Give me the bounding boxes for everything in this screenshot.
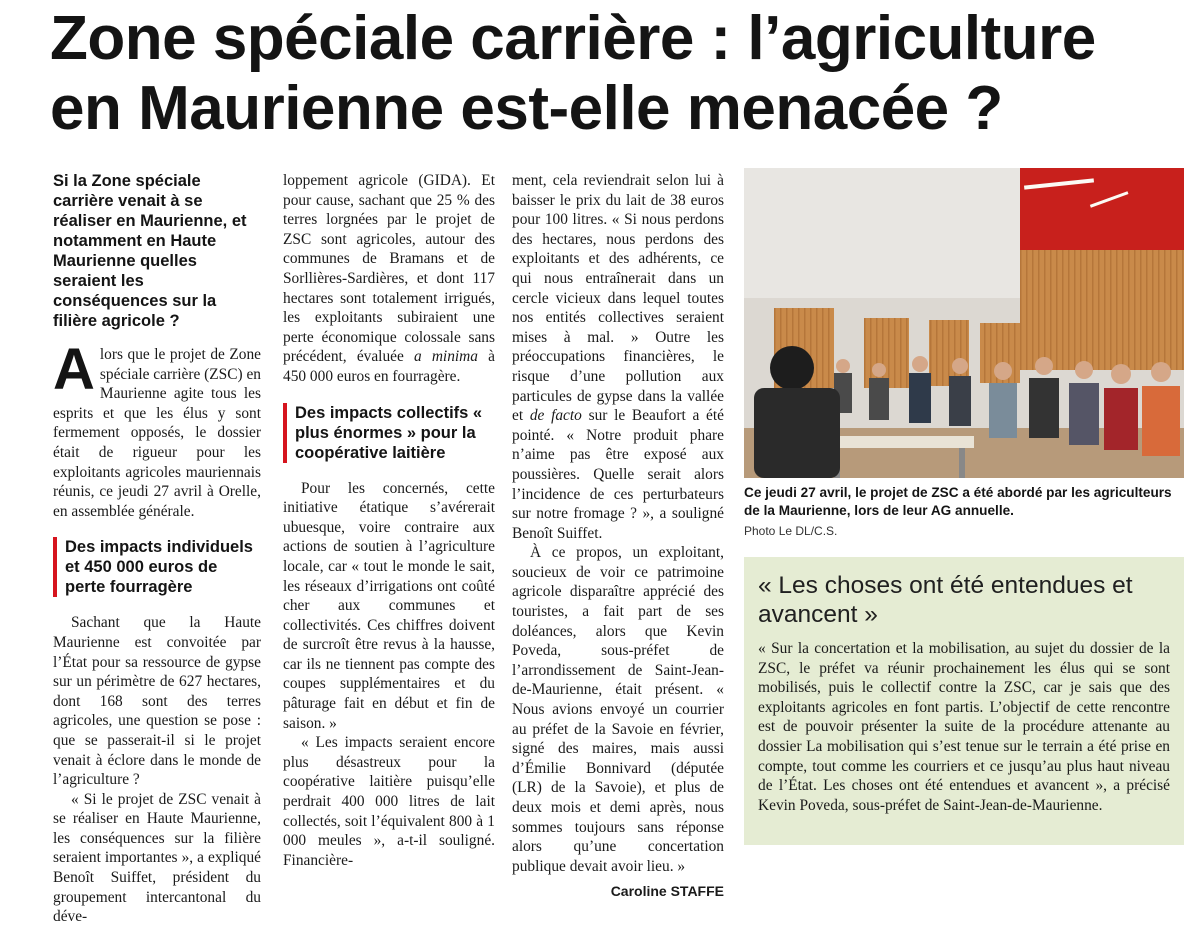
- lead-paragraph: [53, 337, 261, 521]
- paragraph: [283, 171, 495, 387]
- meeting-photo-illustration: [744, 168, 1184, 478]
- article-column-1: [53, 171, 261, 927]
- paragraph: « Si le projet de ZSC venait à se réaliser en Haute Maurienne, les conséquences sur la filière seraient importantes », a expliqué Benoît Suiffet, président du groupement intercantonal du déve-: [53, 790, 261, 926]
- paragraph: Pour les concernés, cette initiative étatique s’avérerait ubuesque, voire contraire aux actions de soutien à l’agriculture locale, car « tout le monde le sait, les réseaux d’irrigations ont coûté cher aux communes et collectivités. Ces chiffres doivent de surcroît être revus à la hausse, car ils ne tiennent pas compte des coupes supplémentaires et du pâturage fait en début et fin de saison. »: [283, 479, 495, 732]
- paragraph: [512, 171, 724, 543]
- paragraph-emphasis: a minima: [413, 348, 478, 366]
- paragraph-text: ment, cela reviendrait selon lui à baisser le prix du lait de 38 euros pour 100 litres. « Si nous perdons des hectares, nous perdons des exploitants et des adhérents, ce qui nous entraînerait dans un cercle vicieux dans lequel toutes nos entités collectives seraient mises à mal. » Outre les préoccupations financières, le risque d’une pollution aux particules de gypse dans la vallée et: [512, 172, 724, 425]
- paragraph-text: à 450 000 euros en fourragère.: [283, 348, 495, 385]
- paragraph-text: sur le Beaufort a été pointé. « Notre produit phare n’aime pas être exposé aux poussières. Quelle serait alors l’incidence de ces perturbateurs sur notre fromage ? », a souligné Benoît Suiffet.: [512, 407, 724, 542]
- article-column-2: [283, 171, 495, 870]
- drop-cap: A: [53, 337, 95, 402]
- author-signature: Caroline STAFFE: [610, 883, 724, 900]
- intertitle-collective-impacts: Des impacts collectifs « plus énormes » pour la coopérative laitière: [283, 403, 495, 463]
- intertitle-individual-impacts: Des impacts individuels et 450 000 euros de perte fourragère: [53, 537, 261, 597]
- headline: [50, 4, 1190, 144]
- paragraph-text: loppement agricole (GIDA). Et pour cause, sachant que 25 % des terres lorgnées par le projet de ZSC sont agricoles, autour des communes de Bramans et de Sorllières-Sardières, et dont 117 hectares sont totalement irrigués, les exploitants subiraient une perte économique colossale sans précédent, évaluée: [283, 172, 495, 366]
- photo-caption: Ce jeudi 27 avril, le projet de ZSC a été abordé par les agriculteurs de la Maurienne, lors de leur AG annuelle.: [744, 485, 1172, 518]
- headline-line-1: Zone spéciale carrière : l’agriculture: [50, 4, 1096, 73]
- meeting-photo: [744, 168, 1184, 478]
- photo-credit: Photo Le DL/C.S.: [744, 524, 838, 538]
- paragraph: « Les impacts seraient encore plus désastreux pour la coopérative laitière puisqu’elle perdrait 400 000 litres de lait collectés, soit l’équivalent 800 à 1 000 meules », a-t-il souligné. Financière-: [283, 734, 495, 869]
- article-chapo: Si la Zone spéciale carrière venait à se réaliser en Maurienne, et notamment en Haute Maurienne quelles seraient les conséquences sur la filière agricole ?: [53, 172, 247, 330]
- headline-line-2: en Maurienne est-elle menacée ?: [50, 74, 1003, 143]
- paragraph: Sachant que la Haute Maurienne est convoitée par l’État pour sa ressource de gypse sur un périmètre de 627 hectares, dont 168 sont des terres agricoles, une question se pose : que se passerait-il si le projet venait à éclore dans le monde de l’agriculture ?: [53, 614, 261, 789]
- quote-box: [744, 557, 1184, 845]
- quote-box-title: « Les choses ont été entendues et avancent »: [758, 572, 1133, 628]
- paragraph: À ce propos, un exploitant, soucieux de voir ce patrimoine agricole disparaître apprécié des touristes, a fait part de ses doléances, alors que Kevin Poveda, sous-préfet de l’arrondissement de Saint-Jean-de-Maurienne, était présent. « Nous avions envoyé un courrier au préfet de la Savoie en février, signé des maires, mais aussi d’Émilie Bonnivard (députée (LR) de la Savoie), et plus de deux mois et demi après, nous sommes toujours sans réponse alors qu’une concertation publique devait avoir lieu. »: [512, 544, 724, 875]
- quote-box-body: « Sur la concertation et la mobilisation, au sujet du dossier de la ZSC, le préfet va réunir prochainement les élus qui se sont mobilisés, puis le collectif contre la ZSC, car je sais que des exploitants agricoles en font partis. L’objectif de cette rencontre est de pouvoir présenter la suite de la procédure attenante au dossier La mobilisation qui s’est tenue sur le terrain a été prise en compte, tout comme les courriers et ce jusqu’au plus haut niveau de l’État. Les choses ont été entendues et avancent », a précisé Kevin Poveda, sous-préfet de Saint-Jean-de-Maurienne.: [758, 640, 1170, 814]
- lead-text: lors que le projet de Zone spéciale carrière (ZSC) en Maurienne agite tous les esprits et que les élus y sont fermement opposés, le dossier était de rigueur pour les exploitants agricoles mauriennais réunis, ce jeudi 27 avril à Orelle, en assemblée générale.: [53, 346, 261, 520]
- article-column-3: [512, 171, 724, 902]
- paragraph-emphasis: de facto: [529, 407, 582, 425]
